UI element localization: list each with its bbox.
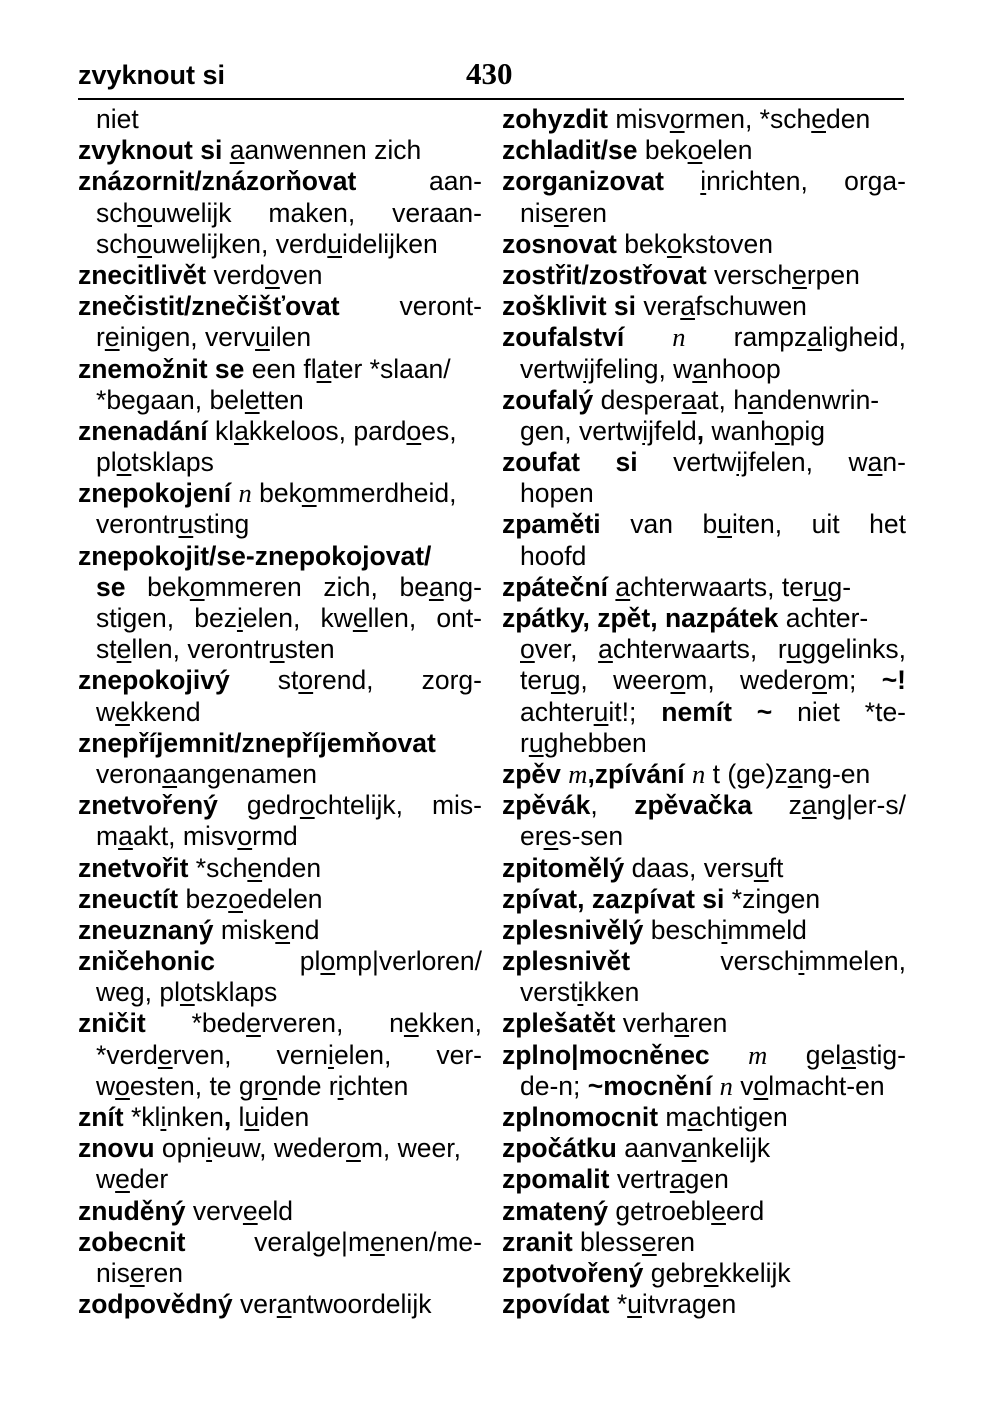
entry-line: rughebben xyxy=(520,727,647,758)
entry-line: znovu opnieuw, wederom, weer, xyxy=(78,1133,461,1164)
entry-line: zobecnit veralge|menen/me- xyxy=(78,1226,482,1257)
entry-line: znečistit/znečišťovat veront- xyxy=(78,291,482,322)
entry-line: zoufalství n rampzaligheid, xyxy=(502,322,906,353)
entry-line: zohyzdit misvormen, *scheden xyxy=(502,104,871,134)
right-column xyxy=(502,104,906,1320)
page-header xyxy=(78,56,904,100)
entry-line: zodpovědný verantwoordelijk xyxy=(78,1289,432,1320)
entry-line: zostřit/zostřovat verscherpen xyxy=(502,259,860,290)
entry-line: znuděný verveeld xyxy=(78,1195,294,1226)
left-column xyxy=(78,104,482,1320)
entry-line: zpočátku aanvankelijk xyxy=(502,1133,771,1164)
entry-line: gen, vertwijfeld, wanhopig xyxy=(520,415,825,446)
entry-line: se bekommeren zich, beang- xyxy=(96,571,482,602)
entry-line: zničehonic plomp|verloren/ xyxy=(78,946,482,977)
entry-line: zničit *bederveren, nekken, xyxy=(78,1008,482,1039)
entry-line: zplnomocnit machtigen xyxy=(502,1102,788,1132)
entry-line: vertwijfeling, wanhoop xyxy=(520,353,781,384)
entry-line: zplesnivět verschimmelen, xyxy=(502,946,906,977)
entry-line: schouwelijken, verduidelijken xyxy=(96,228,438,259)
entry-line: verontrusting xyxy=(96,509,250,540)
entry-line: niet xyxy=(96,104,139,134)
entry-line: znepokojení n bekommerdheid, xyxy=(78,478,457,509)
entry-line: niseren xyxy=(96,1257,183,1288)
entry-line: zvyknout si aanwennen zich xyxy=(78,135,422,166)
entry-line: zpaměti van buiten, uit het xyxy=(502,509,906,540)
page-number: 430 xyxy=(466,56,513,91)
entry-line: schouwelijk maken, veraan- xyxy=(96,197,482,228)
entry-line: znepokojivý storend, zorg- xyxy=(78,665,482,696)
entry-line: eres-sen xyxy=(520,821,624,852)
entry-line: zplešatět verharen xyxy=(502,1008,728,1039)
entry-line: znetvořený gedrochtelijk, mis- xyxy=(78,790,482,821)
entry-line: znemožnit se een flater *slaan/ xyxy=(78,353,451,384)
entry-line: zoufalý desperaat, handenwrin- xyxy=(502,384,880,415)
entry-line: weder xyxy=(96,1164,169,1195)
entry-line: *begaan, beletten xyxy=(96,384,304,415)
entry-line: zorganizovat inrichten, orga- xyxy=(502,166,906,197)
entry-line: znázornit/znázorňovat aan- xyxy=(78,166,482,197)
entry-line: plotsklaps xyxy=(96,447,214,478)
entry-line: zpěv m,zpívání n t (ge)zang-en xyxy=(502,758,871,789)
entry-line: zranit blesseren xyxy=(502,1226,695,1257)
entry-line: verstikken xyxy=(520,977,640,1008)
entry-line: stigen, bezielen, kwellen, ont- xyxy=(96,603,482,633)
entry-line: zmatený getroebleerd xyxy=(502,1195,765,1226)
entry-line: de-n; ~mocnění n volmacht-en xyxy=(520,1070,885,1101)
guide-word: zvyknout si xyxy=(78,60,226,90)
entry-line: zpomalit vertragen xyxy=(502,1164,729,1195)
entry-line: zosnovat bekokstoven xyxy=(502,228,774,259)
entry-line: maakt, misvormd xyxy=(96,821,298,852)
entry-line: zpáteční achterwaarts, terug- xyxy=(502,571,852,602)
entry-line: achteruit!; nemít ~ niet *te- xyxy=(520,696,906,727)
entry-line: weg, plotsklaps xyxy=(96,977,278,1008)
entry-line: reinigen, vervuilen xyxy=(96,322,312,353)
entry-line: zpitomělý daas, versuft xyxy=(502,852,784,883)
entry-line: veronaangenamen xyxy=(96,758,318,789)
entry-line: zneuznaný miskend xyxy=(78,914,320,945)
entry-line: *verderven, vernielen, ver- xyxy=(96,1039,482,1070)
entry-line: zpovídat *uitvragen xyxy=(502,1289,737,1320)
entry-line: zchladit/se bekoelen xyxy=(502,135,753,166)
entry-line: stellen, verontrusten xyxy=(96,634,335,665)
entry-line: woesten, te gronde richten xyxy=(96,1070,409,1101)
entry-line: wekkend xyxy=(96,696,201,727)
entry-line: znepříjemnit/znepříjemňovat xyxy=(78,727,436,758)
entry-line: zošklivit si verafschuwen xyxy=(502,291,807,322)
entry-line: zplesnivělý beschimmeld xyxy=(502,914,807,945)
entry-line: zpátky, zpět, nazpátek achter- xyxy=(502,603,869,633)
entry-line: over, achterwaarts, ruggelinks, xyxy=(520,634,906,665)
entry-line: hopen xyxy=(520,478,594,509)
entry-line: znecitlivět verdoven xyxy=(78,259,323,290)
entry-line: terug, weerom, wederom; ~! xyxy=(520,665,906,696)
entry-line: zpěvák, zpěvačka zang|er-s/ xyxy=(502,790,906,821)
entry-line: zpívat, zazpívat si *zingen xyxy=(502,883,821,914)
entry-line: zplno|mocněnec m gelastig- xyxy=(502,1039,906,1070)
entry-line: znepokojit/se-znepokojovat/ xyxy=(78,540,432,571)
entry-line: zpotvořený gebrekkelijk xyxy=(502,1257,791,1288)
entry-line: znít *klinken, luiden xyxy=(78,1102,310,1132)
entry-line: niseren xyxy=(520,197,607,228)
entry-line: hoofd xyxy=(520,540,587,571)
entry-line: znetvořit *schenden xyxy=(78,852,322,883)
entry-line: zoufat si vertwijfelen, wan- xyxy=(502,447,906,478)
entry-line: zneuctít bezoedelen xyxy=(78,883,323,914)
entry-line: znenadání klakkeloos, pardoes, xyxy=(78,415,457,446)
